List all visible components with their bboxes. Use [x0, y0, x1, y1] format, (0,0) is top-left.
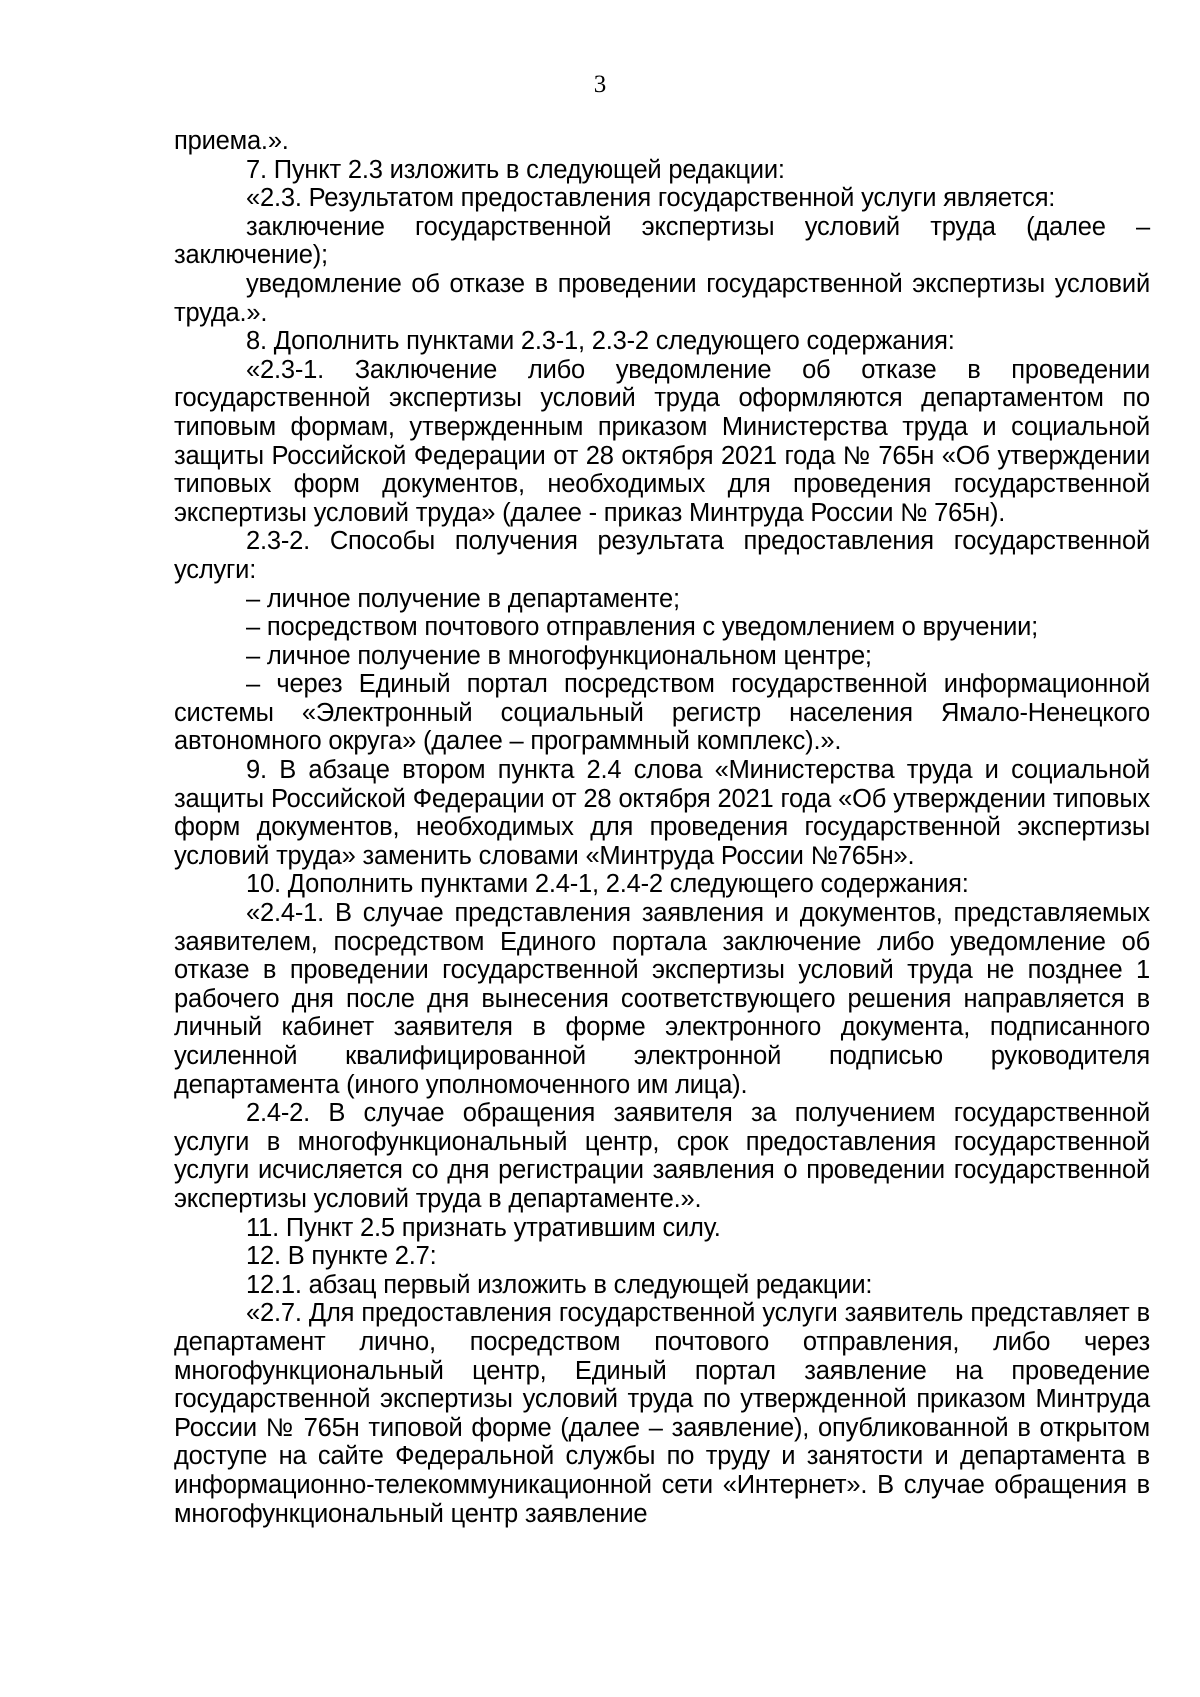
paragraph: 2.3-2. Способы получения результата предоставления государственной услуги: [174, 527, 1150, 584]
list-item: – личное получение в департаменте; [246, 584, 680, 613]
paragraph: 9. В абзаце втором пункта 2.4 слова «Министерства труда и социальной защиты Российской Федерации от 28 октября 2021 года «Об утверждении типовых форм документов, необходимых для проведения государственной экспертизы условий труда» заменить словами «Минтруда России №765н». [174, 756, 1150, 870]
paragraph: 7. Пункт 2.3 изложить в следующей редакции: [246, 155, 785, 184]
paragraph: «2.3. Результатом предоставления государственной услуги является: [246, 184, 1056, 213]
paragraph: «2.4-1. В случае представления заявления и документов, представляемых заявителем, посредством Единого портала заключение либо уведомление об отказе в проведении государственной экспертизы условий труда не позднее 1 рабочего дня после дня вынесения соответствующего решения направляется в личный кабинет заявителя в форме электронного документа, подписанного усиленной квалифицированной электронной подписью руководителя департамента (иного уполномоченного им лица). [174, 899, 1150, 1099]
page-number: 3 [593, 71, 607, 98]
paragraph: 2.4-2. В случае обращения заявителя за получением государственной услуги в многофункциональный центр, срок предоставления государственной услуги исчисляется со дня регистрации заявления о проведении государственной экспертизы условий труда в департаменте.». [174, 1099, 1150, 1213]
paragraph: «2.7. Для предоставления государственной услуги заявитель представляет в департамент лично, посредством почтового отправления, либо через многофункциональный центр, Единый портал заявление на проведение государственной экспертизы условий труда по утвержденной приказом Минтруда России № 765н типовой форме (далее – заявление), опубликованной в открытом доступе на сайте Федеральной службы по труду и занятости и департамента в информационно-телекоммуникационной сети «Интернет». В случае обращения в многофункциональный центр заявление [174, 1299, 1150, 1528]
paragraph: 12.1. абзац первый изложить в следующей редакции: [246, 1270, 873, 1299]
list-item: – личное получение в многофункциональном центре; [246, 641, 872, 670]
paragraph: 8. Дополнить пунктами 2.3-1, 2.3-2 следующего содержания: [246, 327, 955, 356]
list-item: – через Единый портал посредством государственной информационной системы «Электронный социальный регистр населения Ямало-Ненецкого автономного округа» (далее – программный комплекс).». [174, 670, 1150, 756]
paragraph: «2.3-1. Заключение либо уведомление об отказе в проведении государственной экспертизы условий труда оформляются департаментом по типовым формам, утвержденным приказом Министерства труда и социальной защиты Российской Федерации от 28 октября 2021 года № 765н «Об утверждении типовых форм документов, необходимых для проведения государственной экспертизы условий труда» (далее - приказ Минтруда России № 765н). [174, 355, 1150, 527]
paragraph: уведомление об отказе в проведении государственной экспертизы условий труда.». [174, 269, 1150, 327]
paragraph: 11. Пункт 2.5 признать утратившим силу. [246, 1213, 721, 1242]
paragraph: приема.». [174, 127, 289, 155]
paragraph: заключение государственной экспертизы условий труда (далее – заключение); [174, 212, 1150, 270]
document-body [174, 127, 1150, 1528]
list-item: – посредством почтового отправления с уведомлением о вручении; [246, 613, 1039, 642]
paragraph: 12. В пункте 2.7: [246, 1242, 437, 1271]
paragraph: 10. Дополнить пунктами 2.4-1, 2.4-2 следующего содержания: [246, 870, 969, 899]
